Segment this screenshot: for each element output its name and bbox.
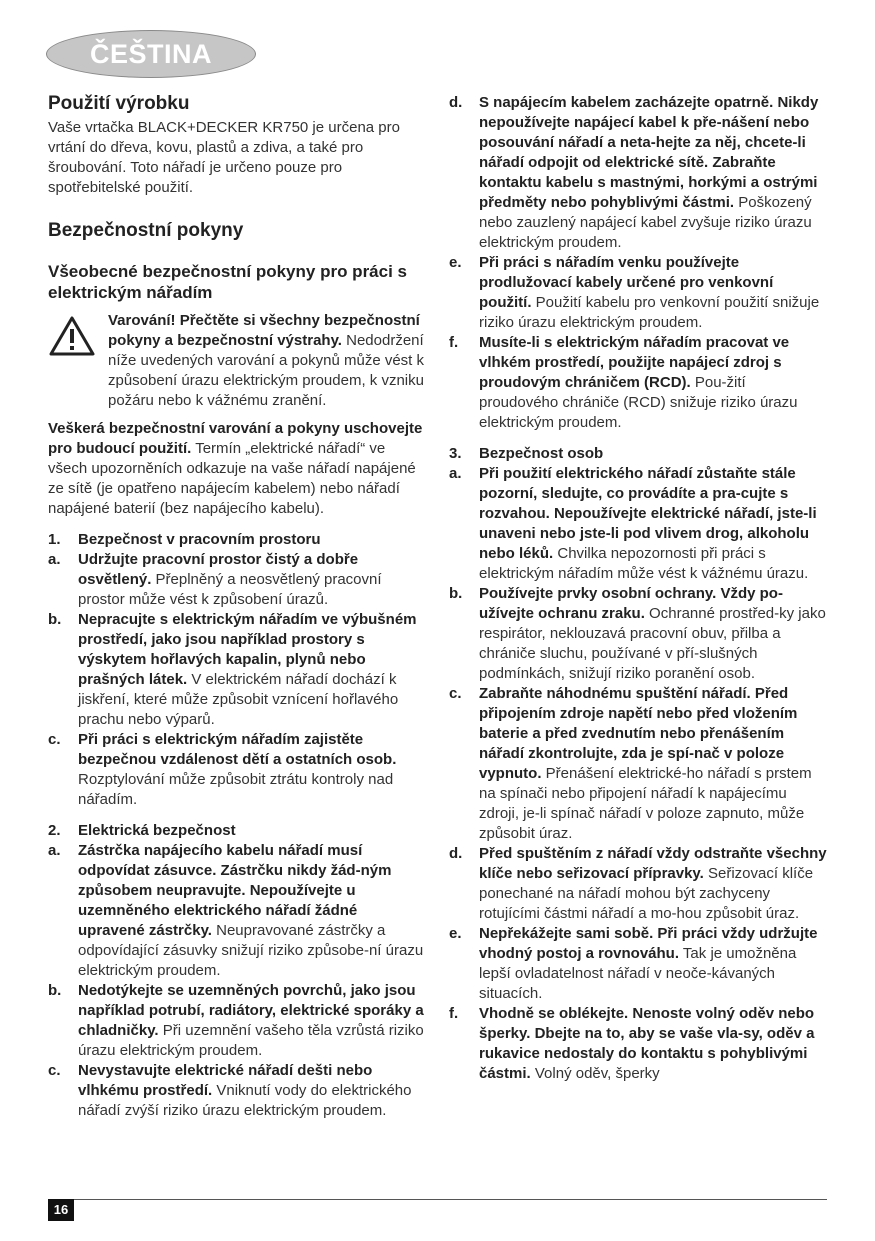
right-column — [449, 93, 829, 1084]
list-item — [449, 584, 829, 684]
section-number: 2. — [48, 822, 61, 839]
warning-paragraph — [108, 311, 424, 411]
item-text: Použití kabelu pro venkovní použití snižuje riziko úrazu elektrickým proudem. — [479, 294, 820, 331]
item-label: c. — [449, 685, 462, 702]
item-bold: Zabraňte náhodnému spuštění nářadí. Před připojením zdroje napětí nebo před vložením baterie a před zvednutím nebo přenášením nářadí zkontrolujte, zda je spí-nač v poloze vypnuto. — [479, 685, 798, 782]
item-label: e. — [449, 925, 462, 942]
item-label: a. — [48, 842, 61, 859]
item-text: Rozptylování může způsobit ztrátu kontroly nad nářadím. — [78, 771, 394, 808]
list-item — [48, 1061, 424, 1121]
item-bold: S napájecím kabelem zacházejte opatrně. Nikdy nepoužívejte napájecí kabel k pře-nášení nebo posouvání nářadí a neta-hejte za něj, chcete-li nářadí odpojit od elektrické sítě. Zabraňte kontaktu kabelu s mastnými, horkými a ostrými předměty nebo pohyblivými částmi. — [479, 94, 819, 211]
warning-block — [48, 311, 424, 411]
item-bold: Nedotýkejte se uzemněných povrchů, jako jsou například potrubí, radiátory, elektrické sporáky a chladničky. — [78, 982, 424, 1039]
warning-triangle-icon — [48, 315, 96, 357]
item-label: f. — [449, 1005, 459, 1022]
item-bold: Při použití elektrického nářadí zůstaňte stále pozorní, sledujte, co provádíte a pra-cujte s rozvahou. Nepoužívejte elektrické nářadí, jste-li unaveni nebo jste-li pod vlivem drog, alkoholu nebo léků. — [479, 465, 817, 562]
keep-instructions — [48, 419, 424, 519]
list-item — [449, 93, 829, 253]
warning-bold: Varování! Přečtěte si všechny bezpečnostní pokyny a bezpečnostní výstrahy. — [108, 312, 420, 349]
item-text: Přenášení elektrické-ho nářadí s prstem na spínači nebo připojení nářadí k napájecímu zdroji, je-li spínač nářadí v poloze zapnuto, může způsobit úraz. — [479, 765, 812, 842]
item-text: Neupravované zástrčky a odpovídající zásuvky snižují riziko způsobe-ní úrazu elektrickým proudem. — [78, 922, 424, 979]
language-badge — [46, 30, 256, 78]
item-text: Přeplněný a neosvětlený pracovní prostor může vést k způsobení úrazů. — [78, 571, 382, 608]
list-item — [449, 924, 829, 1004]
intended-use-title: Použití výrobku — [48, 93, 190, 114]
language-label: ČEŠTINA — [89, 39, 212, 69]
intended-use-text: Vaše vrtačka BLACK+DECKER KR750 je určena pro vrtání do dřeva, kovu, plastů a zdiva, a také pro šroubování. Toto nářadí je určeno pouze pro spotřebitelské použití. — [48, 119, 400, 196]
keep-bold: Veškerá bezpečnostní varování a pokyny uschovejte pro budoucí použití. — [48, 420, 423, 457]
safety-title: Bezpečnostní pokyny — [48, 220, 244, 241]
item-text: V elektrickém nářadí dochází k jiskření, které může způsobit vznícení hořlavého prachu nebo výparů. — [78, 671, 399, 728]
item-bold: Při práci s elektrickým nářadím zajistěte bezpečnou vzdálenost dětí a ostatních osob. — [78, 731, 397, 768]
item-text: Chvilka nepozornosti při práci s elektrickým nářadím může vést k vážnému úrazu. — [479, 545, 809, 582]
item-bold: Udržujte pracovní prostor čistý a dobře osvětlený. — [78, 551, 359, 588]
item-label: b. — [48, 982, 62, 999]
item-label: d. — [449, 845, 463, 862]
list-item — [449, 1004, 829, 1084]
item-text: Tak je umožněna lepší ovladatelnost nářadí v neoče-kávaných situacích. — [479, 945, 797, 1002]
warning-text: Nedodržení níže uvedených varování a pokynů může vést k způsobení úrazu elektrickým proudem, k vzniku požáru nebo k vážnému zranění. — [108, 332, 425, 409]
section-2-heading — [48, 821, 424, 841]
item-bold: Zástrčka napájecího kabelu nářadí musí odpovídat zásuvce. Zástrčku nikdy žád-ným způsobem neupravujte. Nepoužívejte u uzemněného elektrického nářadí žádné upravené zástrčky. — [78, 842, 392, 939]
list-item — [449, 464, 829, 584]
item-label: e. — [449, 254, 462, 271]
item-bold: Nevystavujte elektrické nářadí dešti nebo vlhkému prostředí. — [78, 1062, 373, 1099]
item-label: c. — [48, 731, 61, 748]
item-label: c. — [48, 1062, 61, 1079]
item-label: f. — [449, 334, 459, 351]
item-label: a. — [449, 465, 462, 482]
item-label: b. — [449, 585, 463, 602]
section-3-heading — [449, 444, 829, 464]
section-1-heading — [48, 530, 424, 550]
list-item — [449, 844, 829, 924]
left-column — [48, 93, 424, 1121]
item-bold: Vhodně se oblékejte. Nenoste volný oděv nebo šperky. Dbejte na to, aby se vaše vla-sy, oděv a rukavice nedostaly do kontaktu s pohyblivými částmi. — [479, 1005, 815, 1082]
item-text: Volný oděv, šperky — [530, 1065, 660, 1082]
general-safety-title: Všeobecné bezpečnostní pokyny pro práci s elektrickým nářadím — [48, 262, 407, 302]
item-label: d. — [449, 94, 463, 111]
item-text: Seřizovací klíče ponechané na nářadí mohou být zachyceny rotujícími částmi nářadí a mo-hou způsobit úraz. — [479, 865, 814, 922]
item-bold: Nepracujte s elektrickým nářadím ve výbušném prostředí, jako jsou například prostory s výskytem hořlavých kapalin, plynů nebo prašných látek. — [78, 611, 417, 688]
page-number: 16 — [48, 1199, 74, 1221]
section-title: Bezpečnost v pracovním prostoru — [78, 531, 321, 548]
list-item — [48, 610, 424, 730]
item-text: Poškozený nebo zauzlený napájecí kabel zvyšuje riziko úrazu elektrickým proudem. — [479, 194, 812, 251]
section-title: Elektrická bezpečnost — [78, 822, 236, 839]
item-bold: Používejte prvky osobní ochrany. Vždy po-užívejte ochranu zraku. — [479, 585, 783, 622]
list-item — [449, 253, 829, 333]
section-number: 3. — [449, 445, 462, 462]
item-bold: Při práci s nářadím venku používejte prodlužovací kabely určené pro venkovní použití. — [479, 254, 774, 311]
item-label: a. — [48, 551, 61, 568]
item-text: Pou-žití proudového chrániče (RCD) snižuje riziko úrazu elektrickým proudem. — [479, 374, 798, 431]
item-bold: Před spuštěním z nářadí vždy odstraňte všechny klíče nebo seřizovací přípravky. — [479, 845, 827, 882]
list-item — [48, 841, 424, 981]
item-bold: Nepřekážejte sami sobě. Při práci vždy udržujte vhodný postoj a rovnováhu. — [479, 925, 818, 962]
list-item — [48, 981, 424, 1061]
item-text: Vniknutí vody do elektrického nářadí zvýší riziko úrazu elektrickým proudem. — [78, 1082, 412, 1119]
list-item — [449, 333, 829, 433]
list-item — [48, 550, 424, 610]
item-text: Při uzemnění vašeho těla vzrůstá riziko úrazu elektrickým proudem. — [78, 1022, 424, 1059]
list-item — [449, 684, 829, 844]
item-label: b. — [48, 611, 62, 628]
section-number: 1. — [48, 531, 61, 548]
item-bold: Musíte-li s elektrickým nářadím pracovat ve vlhkém prostředí, použijte napájecí zdroj s proudovým chráničem (RCD). — [479, 334, 790, 391]
list-item — [48, 730, 424, 810]
footer-divider — [48, 1199, 827, 1200]
section-title: Bezpečnost osob — [479, 445, 604, 462]
item-text: Ochranné prostřed-ky jako respirátor, neklouzavá pracovní obuv, přilba a chrániče sluchu, používané v pří-slušných podmínkách, snižují riziko poranění osob. — [479, 605, 826, 682]
keep-text: Termín „elektrické nářadí“ ve všech upozorněních odkazuje na vaše nářadí napájené ze sítě (je opatřeno napájecím kabelem) nebo nářadí napájené baterií (bez napájecího kabelu). — [48, 440, 416, 517]
